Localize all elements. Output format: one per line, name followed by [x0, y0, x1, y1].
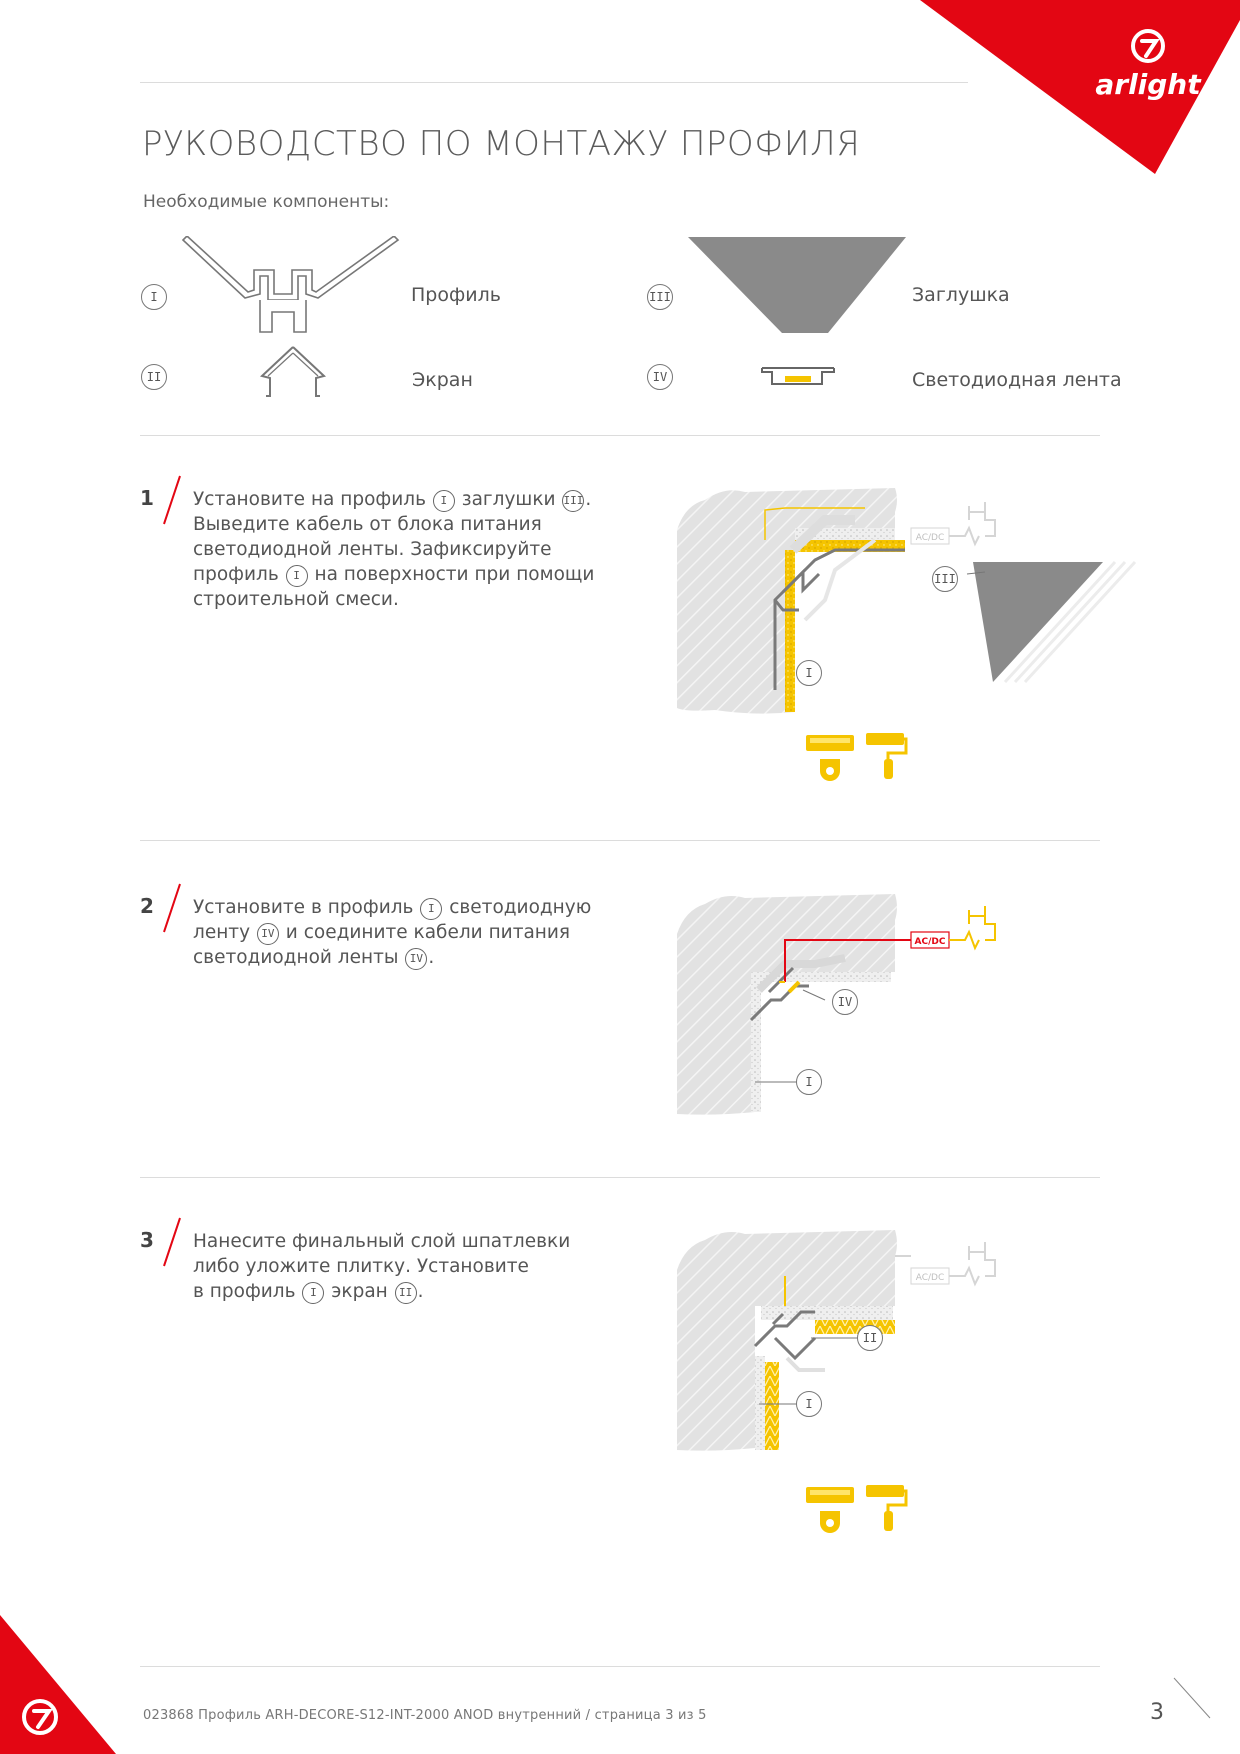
brand-corner-bottom: [0, 1605, 120, 1754]
psu-label: AC/DC: [915, 1273, 945, 1283]
led-strip-icon: [760, 364, 836, 390]
psu-label: AC/DC: [914, 937, 946, 947]
step-1-illustration: [675, 480, 1145, 800]
components-rule: [140, 435, 1100, 436]
step-1-slash: [160, 474, 184, 526]
step-2-slash: [160, 882, 184, 934]
text-run: профиль: [193, 564, 285, 585]
step-2-number: 2: [140, 894, 154, 918]
text-run: .: [428, 947, 435, 968]
step-3-slash: [160, 1216, 184, 1268]
text-run: Установите на профиль: [193, 489, 432, 510]
component-label-cap: Заглушка: [912, 284, 1010, 306]
text-run: на поверхности при помощи: [308, 564, 595, 585]
paint-roller-icon: [864, 733, 908, 781]
text-line: либо уложите плитку. Установите: [193, 1256, 529, 1277]
arlight-wordmark: arlight: [1095, 68, 1201, 101]
page-corner-line: [1172, 1676, 1212, 1720]
text-line: [193, 487, 594, 512]
numeral-ref: I: [286, 565, 308, 587]
numeral-ref: II: [395, 1282, 417, 1304]
numeral-ref: I: [302, 1282, 324, 1304]
numeral-iii: III: [647, 284, 673, 310]
step-2-text: [193, 895, 591, 970]
text-line: [193, 945, 591, 970]
text-line: [193, 562, 594, 587]
text-run: экран: [325, 1281, 394, 1302]
callout-iii: III: [932, 566, 958, 592]
text-run: светодиодную: [443, 897, 592, 918]
psu-label: AC/DC: [915, 533, 945, 543]
numeral-ref: III: [562, 490, 584, 512]
step-2-rule: [140, 1177, 1100, 1178]
callout-i: I: [796, 1069, 822, 1095]
end-cap-icon: [688, 237, 908, 335]
text-line: Выведите кабель от блока питания: [193, 514, 542, 535]
page-title: РУКОВОДСТВО ПО МОНТАЖУ ПРОФИЛЯ: [142, 124, 861, 164]
callout-i: I: [796, 1391, 822, 1417]
text-run: в профиль: [193, 1281, 302, 1302]
step-3-number: 3: [140, 1228, 154, 1252]
text-run: и соедините кабели питания: [279, 922, 571, 943]
numeral-iv: IV: [647, 364, 673, 390]
numeral-ii: II: [141, 364, 167, 390]
step-1-rule: [140, 840, 1100, 841]
numeral-ref: IV: [405, 948, 427, 970]
text-line: [193, 1279, 570, 1304]
paint-roller-icon: [864, 1485, 908, 1533]
page-number: 3: [1150, 1700, 1164, 1725]
text-run: ленту: [193, 922, 256, 943]
numeral-ref: I: [433, 490, 455, 512]
component-label-screen: Экран: [412, 369, 473, 391]
text-run: .: [585, 489, 592, 510]
component-label-profile: Профиль: [411, 284, 501, 306]
text-line: светодиодной ленты. Зафиксируйте: [193, 539, 552, 560]
top-rule: [140, 82, 968, 83]
screen-section-icon: [258, 344, 328, 399]
step-1-number: 1: [140, 486, 154, 510]
callout-iv: IV: [832, 989, 858, 1015]
numeral-ref: IV: [257, 923, 279, 945]
trowel-icon: [806, 733, 856, 781]
text-run: заглушки: [455, 489, 562, 510]
footer-text: 023868 Профиль ARH-DECORE-S12-INT-2000 ANOD внутренний / страница 3 из 5: [143, 1708, 707, 1723]
text-line: строительной смеси.: [193, 589, 399, 610]
text-line: [193, 920, 591, 945]
numeral-i: I: [141, 284, 167, 310]
footer-rule: [140, 1666, 1100, 1667]
callout-ii: II: [857, 1325, 883, 1351]
text-run: светодиодной ленты: [193, 947, 405, 968]
text-line: [193, 895, 591, 920]
step-3-text: [193, 1229, 570, 1304]
trowel-icon: [806, 1485, 856, 1533]
step-3-illustration: [675, 1226, 1005, 1466]
text-line: Нанесите финальный слой шпатлевки: [193, 1231, 571, 1252]
step-1-text: [193, 487, 594, 612]
callout-i: I: [796, 660, 822, 686]
components-heading: Необходимые компоненты:: [143, 192, 390, 212]
brand-corner: [920, 0, 1240, 175]
component-label-led: Светодиодная лента: [912, 369, 1122, 391]
numeral-ref: I: [420, 898, 442, 920]
text-run: .: [417, 1281, 424, 1302]
profile-section-icon: [180, 236, 402, 338]
text-run: Установите в профиль: [193, 897, 420, 918]
